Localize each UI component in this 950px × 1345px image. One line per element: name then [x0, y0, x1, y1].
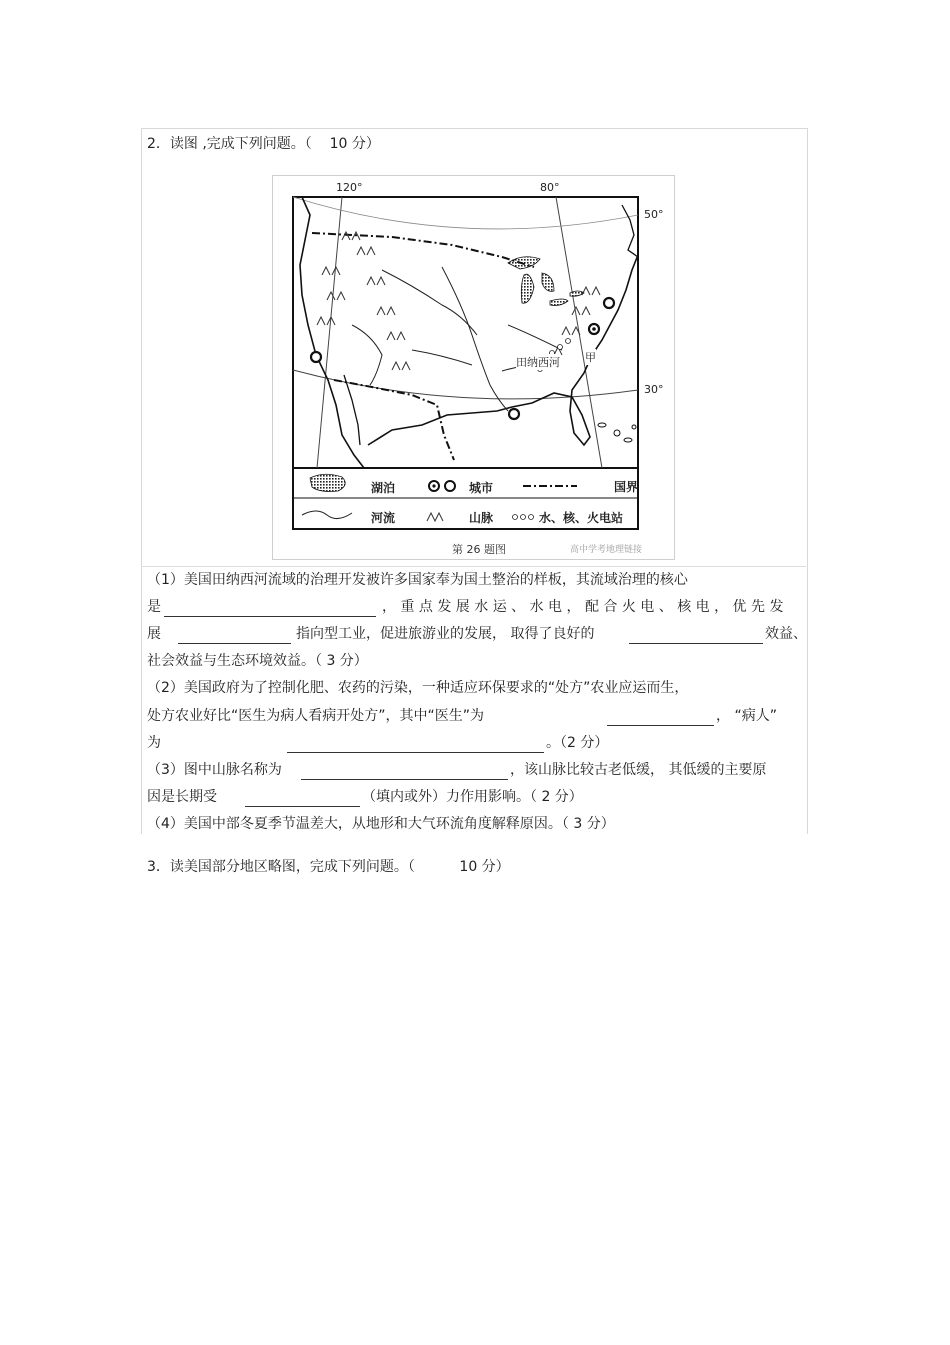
q2-sub4-line1: （4）美国中部冬夏季节温差大，从地形和大气环流角度解释原因。（ 3 分）: [147, 816, 615, 832]
tennessee-river-label: 田纳西河: [516, 356, 560, 369]
blank-patient[interactable]: [287, 752, 544, 753]
question-3-title: 3．读美国部分地区略图，完成下列问题。（ 10 分）: [147, 859, 510, 875]
q2-sub3-line2-start: 因是长期受: [147, 789, 217, 805]
q2-sub3-line2-end: （填内或外）力作用影响。（ 2 分）: [362, 789, 583, 805]
q2-sub1-line2-start: 是: [147, 599, 161, 615]
blank-benefit-type[interactable]: [629, 643, 763, 644]
q2-sub2-line1: （2）美国政府为了控制化肥、农药的污染，一种适应环保要求的“处方”农业应运而生，: [147, 680, 689, 696]
jia-label: 甲: [585, 351, 596, 364]
legend-city-label: 城市: [469, 481, 494, 495]
legend-mountain-label: 山脉: [469, 511, 494, 525]
q2-sub2-line3-start: 为: [147, 735, 161, 751]
q2-sub1-line1: （1）美国田纳西河流域的治理开发被许多国家奉为国土整治的样板，其流域治理的核心: [147, 572, 688, 588]
lon-80-label: 80°: [540, 181, 560, 194]
blank-core-of-governance[interactable]: [164, 616, 376, 617]
question-2-title: 2．读图 ,完成下列问题。（ 10 分）: [147, 136, 380, 152]
q2-sub1-line3-middle: 指向型工业，促进旅游业的发展， 取得了良好的: [296, 626, 595, 642]
legend-station-symbols: [513, 515, 534, 520]
blank-doctor[interactable]: [607, 725, 714, 726]
blank-force-type[interactable]: [245, 806, 360, 807]
legend-border-label: 国界: [614, 480, 639, 494]
q2-sub1-line2-end: ， 重 点 发 展 水 运 、 水 电 ， 配 合 火 电 、 核 电 ， 优 先 发: [382, 599, 784, 615]
legend-river-label: 河流: [371, 511, 396, 525]
blank-oriented-industry[interactable]: [178, 643, 291, 644]
q2-sub2-line3-end: 。（2 分）: [546, 735, 609, 751]
figure-caption: 第 26 题图: [452, 543, 506, 556]
q2-sub2-line2-start: 处方农业好比“医生为病人看病开处方”，其中“医生”为: [147, 708, 485, 724]
figure-separator: [142, 566, 806, 567]
lat-30-label: 30°: [644, 383, 664, 396]
figure-watermark: 高中学考地理链接: [570, 545, 643, 555]
lon-120-label: 120°: [336, 181, 363, 194]
blank-mountain-name[interactable]: [301, 779, 508, 780]
q2-sub1-line3-start: 展: [147, 626, 161, 642]
legend-stations-label: 水、核、火电站: [539, 511, 624, 525]
q2-sub3-line1-start: （3）图中山脉名称为: [147, 762, 282, 778]
us-map-figure: [272, 175, 675, 560]
legend-lake-label: 湖泊: [371, 481, 396, 495]
q2-sub1-line4: 社会效益与生态环境效益。（ 3 分）: [147, 653, 368, 669]
lat-50-label: 50°: [644, 208, 664, 221]
q2-sub3-line1-end: ，该山脉比较古老低缓， 其低缓的主要原: [510, 762, 767, 778]
legend-lake-symbol: [310, 474, 345, 491]
q2-sub1-line3-end: 效益、: [765, 626, 807, 642]
q2-sub2-line2-end: ， “病人”: [716, 708, 777, 724]
